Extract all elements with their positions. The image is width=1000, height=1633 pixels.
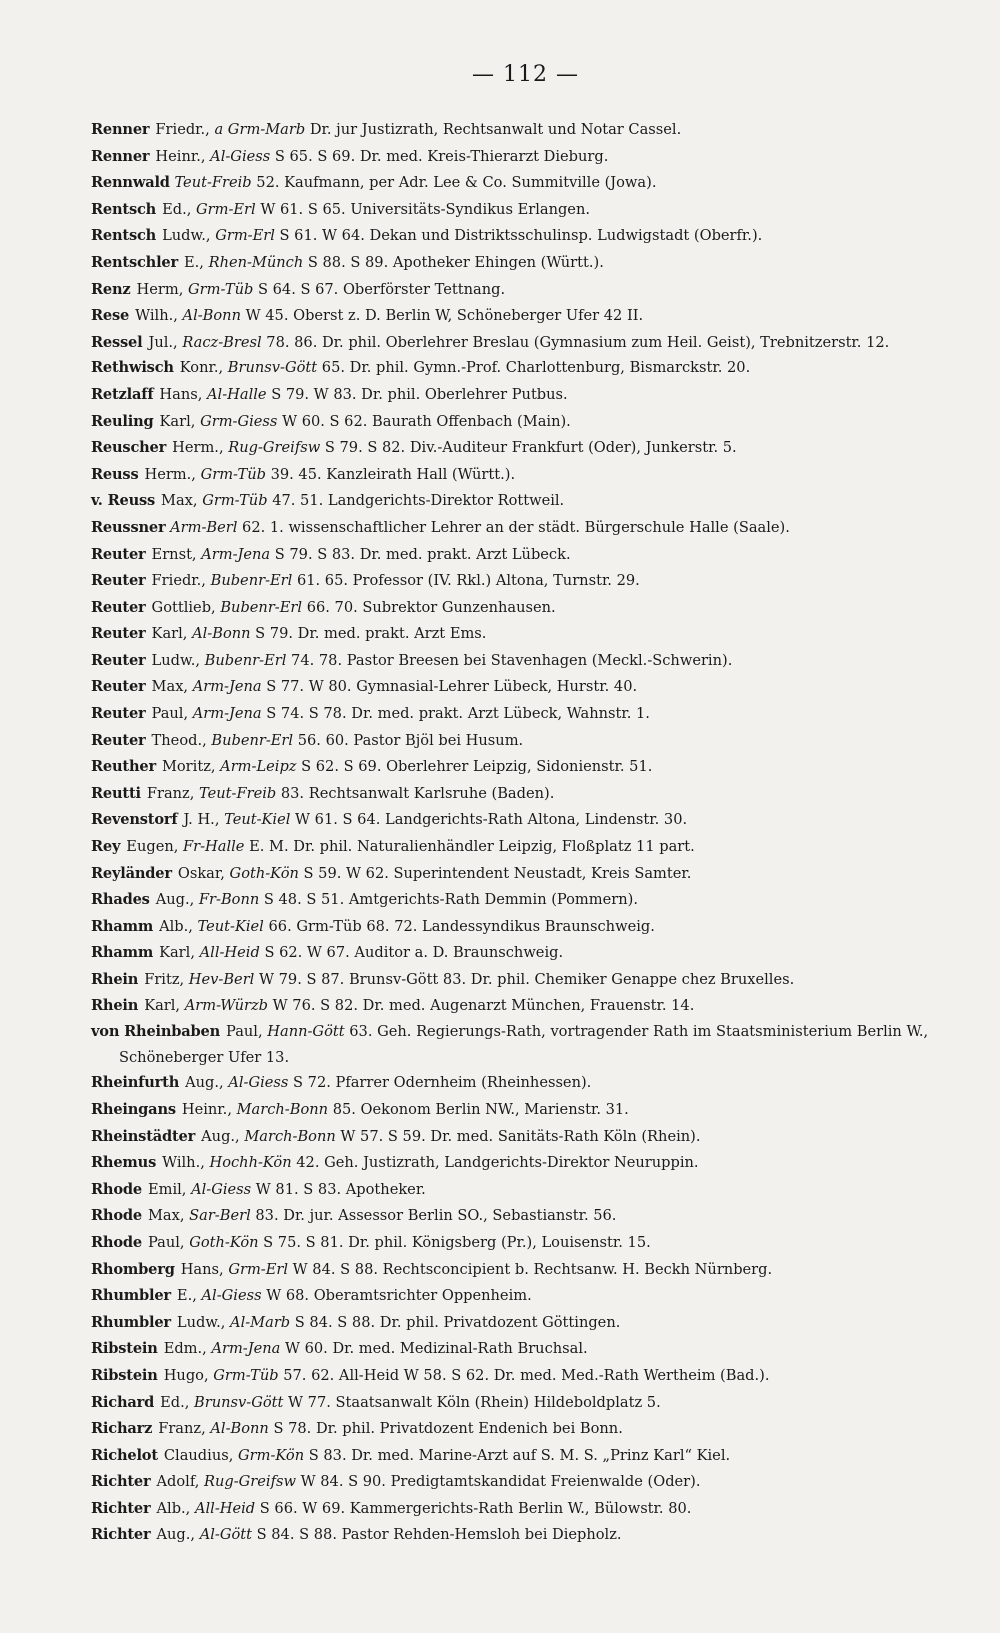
entry-given-name: Oskar, xyxy=(177,864,225,882)
entry-surname: Rentsch xyxy=(91,227,157,245)
register-entry xyxy=(91,355,960,382)
entry-details: W 79. S 87. Brunsv-Gött 83. Dr. phil. Chemiker Genappe chez Bruxelles. xyxy=(258,971,795,988)
register-entry xyxy=(91,250,960,277)
register-entry xyxy=(91,674,960,701)
entry-details: S 61. W 64. Dekan und Distriktsschulinsp. Ludwigstadt (Oberfr.). xyxy=(279,227,763,245)
entry-corps: Fr-Halle xyxy=(183,838,245,856)
entry-details: S 64. S 67. Oberförster Tettnang. xyxy=(257,280,506,298)
register-entry xyxy=(91,1416,960,1443)
entry-surname: Rennwald xyxy=(91,174,170,192)
entry-surname: Reuter xyxy=(91,731,146,749)
register-entry xyxy=(91,648,960,675)
entry-corps: a Grm-Marb xyxy=(214,121,306,138)
register-entry xyxy=(91,303,960,330)
entry-given-name: Ed., xyxy=(160,1393,190,1411)
register-entry xyxy=(91,144,960,171)
entry-details: 78. 86. Dr. phil. Oberlehrer Breslau (Gymnasium zum Heil. Geist), Trebnitzerstr. 12. xyxy=(266,333,890,351)
entry-details: W 57. S 59. Dr. med. Sanitäts-Rath Köln (Rhein). xyxy=(340,1127,701,1145)
entry-given-name: Emil, xyxy=(147,1180,187,1198)
entry-given-name: Ludw., xyxy=(151,651,201,669)
entry-surname: Reuter xyxy=(91,678,146,696)
entry-details: S 59. W 62. Superintendent Neustadt, Kreis Samter. xyxy=(303,864,692,882)
entry-surname: Richarz xyxy=(91,1420,153,1438)
entry-given-name: Heinr., xyxy=(155,147,206,165)
entry-details: S 79. W 83. Dr. phil. Oberlehrer Putbus. xyxy=(271,385,568,403)
entry-surname: Rhein xyxy=(91,971,139,988)
register-entry xyxy=(91,1230,960,1257)
entry-surname: Revenstorf xyxy=(91,811,178,829)
register-entry xyxy=(91,807,960,834)
entry-details: 66. Grm-Tüb 68. 72. Landessyndikus Braunschweig. xyxy=(268,917,655,935)
register-entry xyxy=(91,515,960,542)
entry-corps: Arm-Leipz xyxy=(220,758,297,776)
entry-surname: Renner xyxy=(91,147,150,165)
entry-surname: Rhumbler xyxy=(91,1313,171,1331)
entry-corps: Racz-Bresl xyxy=(182,333,262,351)
register-entry xyxy=(91,542,960,569)
entry-corps: Teut-Kiel xyxy=(197,917,264,935)
entry-surname: Reuter xyxy=(91,545,146,563)
entry-details: 42. Geh. Justizrath, Landgerichts-Direktor Neuruppin. xyxy=(296,1154,699,1172)
register-entry xyxy=(91,1124,960,1151)
entry-surname: von Rheinbaben xyxy=(91,1023,221,1041)
entry-details: S 74. S 78. Dr. med. prakt. Arzt Lübeck, Wahnstr. 1. xyxy=(266,705,650,723)
entry-details: 52. Kaufmann, per Adr. Lee & Co. Summitville (Jowa). xyxy=(256,174,657,192)
entry-details: W 60. S 62. Baurath Offenbach (Main). xyxy=(282,412,571,430)
entry-corps: Al-Giess xyxy=(191,1180,252,1198)
entry-given-name: Herm, xyxy=(136,280,184,298)
entry-corps: Grm-Tüb xyxy=(200,465,266,483)
entry-given-name: Karl, xyxy=(151,625,188,643)
entry-corps: Al-Halle xyxy=(207,385,267,403)
entry-details: S 83. Dr. med. Marine-Arzt auf S. M. S. „Prinz Karl“ Kiel. xyxy=(308,1446,731,1464)
entry-corps: Grm-Giess xyxy=(200,412,278,430)
entry-details: 39. 45. Kanzleirath Hall (Württ.). xyxy=(270,465,516,483)
entry-surname: Rhomberg xyxy=(91,1260,175,1278)
entry-given-name: Karl, xyxy=(144,996,181,1014)
entry-given-name: Ed., xyxy=(162,200,192,218)
entry-details: W 77. Staatsanwalt Köln (Rhein) Hildeboldplatz 5. xyxy=(288,1393,661,1411)
entry-given-name: Alb., xyxy=(159,917,193,935)
entry-given-name: Friedr., xyxy=(155,121,210,138)
entry-surname: Rhumbler xyxy=(91,1287,171,1305)
register-entry xyxy=(91,595,960,622)
register-entry xyxy=(91,568,960,595)
entry-given-name: Paul, xyxy=(147,1233,185,1251)
entry-corps: Bubenr-Erl xyxy=(220,598,303,616)
entry-given-name: Wilh., xyxy=(135,307,178,325)
entry-corps: Rhen-Münch xyxy=(208,253,304,271)
entry-details: Dr. jur Justizrath, Rechtsanwalt und Notar Cassel. xyxy=(309,121,682,138)
entry-details: W 60. Dr. med. Medizinal-Rath Bruchsal. xyxy=(284,1340,588,1358)
register-entry xyxy=(91,993,960,1020)
register-entry xyxy=(91,701,960,728)
entry-surname: Retzlaff xyxy=(91,385,154,403)
entry-corps: Al-Giess xyxy=(201,1287,262,1305)
entry-details: 57. 62. All-Heid W 58. S 62. Dr. med. Med.-Rath Wertheim (Bad.). xyxy=(283,1366,770,1384)
register-entry xyxy=(91,277,960,304)
entry-details: E. M. Dr. phil. Naturalienhändler Leipzig, Floßplatz 11 part. xyxy=(249,838,695,856)
entry-details: W 84. S 90. Predigtamtskandidat Freienwalde (Oder). xyxy=(300,1473,701,1491)
entry-surname: Rhamm xyxy=(91,917,154,935)
register-entry xyxy=(91,462,960,489)
entry-given-name: Heinr., xyxy=(181,1100,232,1118)
entry-corps: Al-Bonn xyxy=(182,307,241,325)
register-entry-list xyxy=(91,117,960,1549)
entry-corps: Hev-Berl xyxy=(188,971,255,988)
entry-details: W 76. S 82. Dr. med. Augenarzt München, Frauenstr. 14. xyxy=(272,996,695,1014)
entry-details: S 79. S 82. Div.-Auditeur Frankfurt (Oder), Junkerstr. 5. xyxy=(324,439,737,457)
entry-corps: Al-Bonn xyxy=(210,1420,269,1438)
entry-details: S 77. W 80. Gymnasial-Lehrer Lübeck, Hurstr. 40. xyxy=(266,678,638,696)
entry-surname: Rethwisch xyxy=(91,359,174,377)
register-entry xyxy=(91,1257,960,1284)
entry-given-name: Fritz, xyxy=(144,971,185,988)
entry-surname: Rheinfurth xyxy=(91,1074,180,1092)
entry-corps: Fr-Bonn xyxy=(198,891,260,909)
entry-corps: Bubenr-Erl xyxy=(204,651,287,669)
entry-details: W 84. S 88. Rechtsconcipient b. Rechtsanw. H. Beckh Nürnberg. xyxy=(292,1260,773,1278)
register-entry xyxy=(91,861,960,888)
entry-given-name: Max, xyxy=(161,492,198,510)
register-entry xyxy=(91,382,960,409)
entry-details: S 78. Dr. phil. Privatdozent Endenich bei Bonn. xyxy=(273,1420,623,1438)
entry-details: S 66. W 69. Kammergerichts-Rath Berlin W., Bülowstr. 80. xyxy=(259,1499,692,1517)
register-entry xyxy=(91,1097,960,1124)
entry-surname: Rese xyxy=(91,307,130,325)
page-number: — 112 — xyxy=(472,62,579,87)
entry-surname: Rheinstädter xyxy=(91,1127,196,1145)
entry-details: 62. 1. wissenschaftlicher Lehrer an der städt. Bürgerschule Halle (Saale). xyxy=(242,518,790,536)
entry-details: S 79. Dr. med. prakt. Arzt Ems. xyxy=(255,625,487,643)
register-entry xyxy=(91,1496,960,1523)
register-entry xyxy=(91,1363,960,1390)
entry-details: W 81. S 83. Apotheker. xyxy=(255,1180,426,1198)
entry-details: S 72. Pfarrer Odernheim (Rheinhessen). xyxy=(293,1074,592,1092)
entry-surname: Reuter xyxy=(91,598,146,616)
register-entry xyxy=(91,1203,960,1230)
entry-corps: All-Heid xyxy=(199,944,260,962)
entry-given-name: J. H., xyxy=(183,811,220,829)
entry-details: 66. 70. Subrektor Gunzenhausen. xyxy=(306,598,556,616)
entry-details: S 84. S 88. Dr. phil. Privatdozent Göttingen. xyxy=(294,1313,621,1331)
entry-surname: Richter xyxy=(91,1499,151,1517)
register-entry xyxy=(91,834,960,861)
entry-details: S 75. S 81. Dr. phil. Königsberg (Pr.), Louisenstr. 15. xyxy=(263,1233,651,1251)
entry-given-name: Adolf, xyxy=(156,1473,200,1491)
entry-corps: March-Bonn xyxy=(236,1100,329,1118)
entry-given-name: Karl, xyxy=(159,944,195,962)
register-entry xyxy=(91,1522,960,1549)
entry-surname: Richelot xyxy=(91,1446,158,1464)
entry-details: 85. Oekonom Berlin NW., Marienstr. 31. xyxy=(332,1100,629,1118)
register-entry xyxy=(91,488,960,515)
entry-details: 74. 78. Pastor Breesen bei Stavenhagen (Meckl.-Schwerin). xyxy=(291,651,733,669)
entry-surname: Richter xyxy=(91,1526,151,1544)
entry-given-name: E., xyxy=(184,253,204,271)
entry-details: 63. Geh. Regierungs-Rath, vortragender Rath im Staatsministerium Berlin W., Schöneberger Ufer 13. xyxy=(119,1023,929,1066)
entry-details: W 61. S 65. Universitäts-Syndikus Erlangen. xyxy=(260,200,590,218)
entry-corps: Hochh-Kön xyxy=(209,1154,292,1172)
entry-given-name: Jul., xyxy=(148,333,178,351)
entry-given-name: Eugen, xyxy=(126,838,179,856)
entry-corps: Arm-Jena xyxy=(192,705,262,723)
entry-given-name: Ludw., xyxy=(162,227,211,245)
entry-surname: Reussner xyxy=(91,518,166,536)
entry-surname: Renner xyxy=(91,121,150,138)
entry-surname: Rhades xyxy=(91,891,150,909)
entry-surname: Reuss xyxy=(91,465,139,483)
entry-surname: Reuscher xyxy=(91,439,167,457)
entry-surname: Renz xyxy=(91,280,131,298)
entry-surname: Richter xyxy=(91,1473,151,1491)
entry-given-name: Wilh., xyxy=(162,1154,205,1172)
entry-corps: Goth-Kön xyxy=(189,1233,259,1251)
entry-details: W 61. S 64. Landgerichts-Rath Altona, Lindenstr. 30. xyxy=(295,811,688,829)
entry-surname: Rentschler xyxy=(91,253,178,271)
entry-details: 56. 60. Pastor Bjöl bei Husum. xyxy=(297,731,524,749)
entry-corps: Rug-Greifsw xyxy=(203,1473,296,1491)
entry-corps: Grm-Erl xyxy=(228,1260,289,1278)
entry-corps: Sar-Berl xyxy=(189,1207,251,1225)
entry-corps: Arm-Jena xyxy=(192,678,262,696)
entry-given-name: E., xyxy=(176,1287,197,1305)
entry-details: S 84. S 88. Pastor Rehden-Hemsloh bei Diepholz. xyxy=(256,1526,622,1544)
entry-corps: Al-Giess xyxy=(228,1074,289,1092)
entry-given-name: Aug., xyxy=(155,891,195,909)
entry-surname: Rey xyxy=(91,838,121,856)
entry-given-name: Claudius, xyxy=(163,1446,234,1464)
entry-surname: Rheingans xyxy=(91,1100,176,1118)
entry-given-name: Hugo, xyxy=(163,1366,209,1384)
register-entry xyxy=(91,621,960,648)
register-entry xyxy=(91,170,960,197)
entry-surname: Reuter xyxy=(91,625,146,643)
entry-corps: Grm-Tüb xyxy=(213,1366,279,1384)
register-entry xyxy=(91,1019,960,1070)
entry-given-name: Max, xyxy=(147,1207,185,1225)
entry-surname: Reuther xyxy=(91,758,156,776)
entry-corps: Rug-Greifsw xyxy=(228,439,321,457)
entry-corps: Bubenr-Erl xyxy=(211,731,294,749)
entry-given-name: Friedr., xyxy=(151,572,206,590)
entry-surname: Rhode xyxy=(91,1180,142,1198)
entry-details: 61. 65. Professor (IV. Rkl.) Altona, Turnstr. 29. xyxy=(296,572,640,590)
entry-details: 83. Dr. jur. Assessor Berlin SO., Sebastianstr. 56. xyxy=(255,1207,617,1225)
register-entry xyxy=(91,1310,960,1337)
entry-given-name: Moritz, xyxy=(161,758,216,776)
entry-given-name: Paul, xyxy=(151,705,189,723)
entry-corps: Teut-Kiel xyxy=(224,811,291,829)
entry-corps: Teut-Freib xyxy=(174,174,252,192)
entry-corps: All-Heid xyxy=(194,1499,256,1517)
entry-surname: Reyländer xyxy=(91,864,172,882)
register-entry xyxy=(91,1336,960,1363)
entry-surname: Reuter xyxy=(91,651,146,669)
entry-details: W 45. Oberst z. D. Berlin W, Schöneberger Ufer 42 II. xyxy=(245,307,644,325)
entry-given-name: Karl, xyxy=(159,412,196,430)
entry-surname: Reuter xyxy=(91,705,146,723)
entry-given-name: Alb., xyxy=(156,1499,191,1517)
entry-given-name: Aug., xyxy=(156,1526,196,1544)
register-entry xyxy=(91,1283,960,1310)
entry-given-name: Ernst, xyxy=(151,545,197,563)
entry-surname: Rhode xyxy=(91,1233,142,1251)
entry-corps: Grm-Kön xyxy=(238,1446,305,1464)
entry-surname: Richard xyxy=(91,1393,155,1411)
entry-corps: Grm-Tüb xyxy=(187,280,254,298)
register-entry xyxy=(91,435,960,462)
entry-surname: Rhode xyxy=(91,1207,142,1225)
entry-given-name: Gottlieb, xyxy=(151,598,216,616)
register-entry xyxy=(91,197,960,224)
entry-given-name: Herm., xyxy=(172,439,224,457)
entry-corps: Brunsv-Gött xyxy=(227,359,318,377)
entry-details: S 65. S 69. Dr. med. Kreis-Thierarzt Dieburg. xyxy=(274,147,609,165)
entry-details: S 62. W 67. Auditor a. D. Braunschweig. xyxy=(264,944,564,962)
entry-corps: Grm-Erl xyxy=(215,227,275,245)
entry-surname: Rhamm xyxy=(91,944,154,962)
entry-given-name: Aug., xyxy=(185,1074,224,1092)
register-entry xyxy=(91,1150,960,1177)
register-entry xyxy=(91,1070,960,1097)
register-entry xyxy=(91,409,960,436)
entry-corps: Al-Gött xyxy=(199,1526,252,1544)
entry-details: W 68. Oberamtsrichter Oppenheim. xyxy=(266,1287,532,1305)
entry-surname: Reuling xyxy=(91,412,154,430)
entry-given-name: Hans, xyxy=(159,385,203,403)
entry-given-name: Hans, xyxy=(180,1260,224,1278)
register-entry xyxy=(91,781,960,808)
register-entry xyxy=(91,887,960,914)
register-entry xyxy=(91,117,960,144)
register-entry xyxy=(91,1469,960,1496)
register-entry xyxy=(91,1390,960,1417)
entry-surname: Ribstein xyxy=(91,1340,158,1358)
entry-details: 65. Dr. phil. Gymn.-Prof. Charlottenburg, Bismarckstr. 20. xyxy=(321,359,751,377)
entry-corps: Brunsv-Gött xyxy=(194,1393,284,1411)
entry-details: S 62. S 69. Oberlehrer Leipzig, Sidonienstr. 51. xyxy=(301,758,653,776)
register-entry xyxy=(91,967,960,993)
register-entry xyxy=(91,1177,960,1204)
register-entry xyxy=(91,330,960,356)
entry-corps: Arm-Jena xyxy=(201,545,271,563)
entry-given-name: Max, xyxy=(151,678,189,696)
entry-given-name: Edm., xyxy=(163,1340,207,1358)
entry-details: S 88. S 89. Apotheker Ehingen (Württ.). xyxy=(307,253,604,271)
entry-surname: Rhein xyxy=(91,996,139,1014)
entry-corps: Arm-Berl xyxy=(170,518,238,536)
register-entry xyxy=(91,728,960,755)
register-entry xyxy=(91,1443,960,1470)
register-entry xyxy=(91,940,960,967)
entry-given-name: Herm., xyxy=(144,465,196,483)
entry-corps: Grm-Tüb xyxy=(202,492,268,510)
entry-surname: Ribstein xyxy=(91,1366,158,1384)
entry-corps: Teut-Freib xyxy=(199,784,277,802)
entry-corps: Al-Marb xyxy=(230,1313,291,1331)
entry-given-name: Franz, xyxy=(146,784,195,802)
entry-given-name: Theod., xyxy=(151,731,207,749)
entry-surname: v. Reuss xyxy=(91,492,156,510)
entry-given-name: Franz, xyxy=(158,1420,206,1438)
entry-corps: Goth-Kön xyxy=(229,864,299,882)
entry-corps: Al-Bonn xyxy=(192,625,251,643)
entry-given-name: Aug., xyxy=(201,1127,240,1145)
entry-corps: Grm-Erl xyxy=(196,200,256,218)
entry-surname: Rhemus xyxy=(91,1154,157,1172)
entry-details: 47. 51. Landgerichts-Direktor Rottweil. xyxy=(272,492,565,510)
register-entry xyxy=(91,223,960,250)
entry-given-name: Konr., xyxy=(179,359,224,377)
entry-given-name: Paul, xyxy=(226,1023,263,1041)
entry-details: 83. Rechtsanwalt Karlsruhe (Baden). xyxy=(280,784,555,802)
entry-corps: Arm-Jena xyxy=(211,1340,281,1358)
entry-corps: Arm-Würzb xyxy=(184,996,269,1014)
register-entry xyxy=(91,914,960,941)
register-entry xyxy=(91,754,960,781)
entry-given-name: Ludw., xyxy=(176,1313,226,1331)
entry-surname: Reutti xyxy=(91,784,141,802)
entry-corps: Hann-Gött xyxy=(267,1023,345,1041)
entry-corps: Al-Giess xyxy=(210,147,271,165)
entry-corps: Bubenr-Erl xyxy=(210,572,293,590)
entry-surname: Reuter xyxy=(91,572,146,590)
entry-corps: March-Bonn xyxy=(244,1127,336,1145)
entry-details: S 79. S 83. Dr. med. prakt. Arzt Lübeck. xyxy=(274,545,571,563)
entry-details: S 48. S 51. Amtgerichts-Rath Demmin (Pommern). xyxy=(263,891,638,909)
entry-surname: Ressel xyxy=(91,333,143,351)
entry-surname: Rentsch xyxy=(91,200,157,218)
